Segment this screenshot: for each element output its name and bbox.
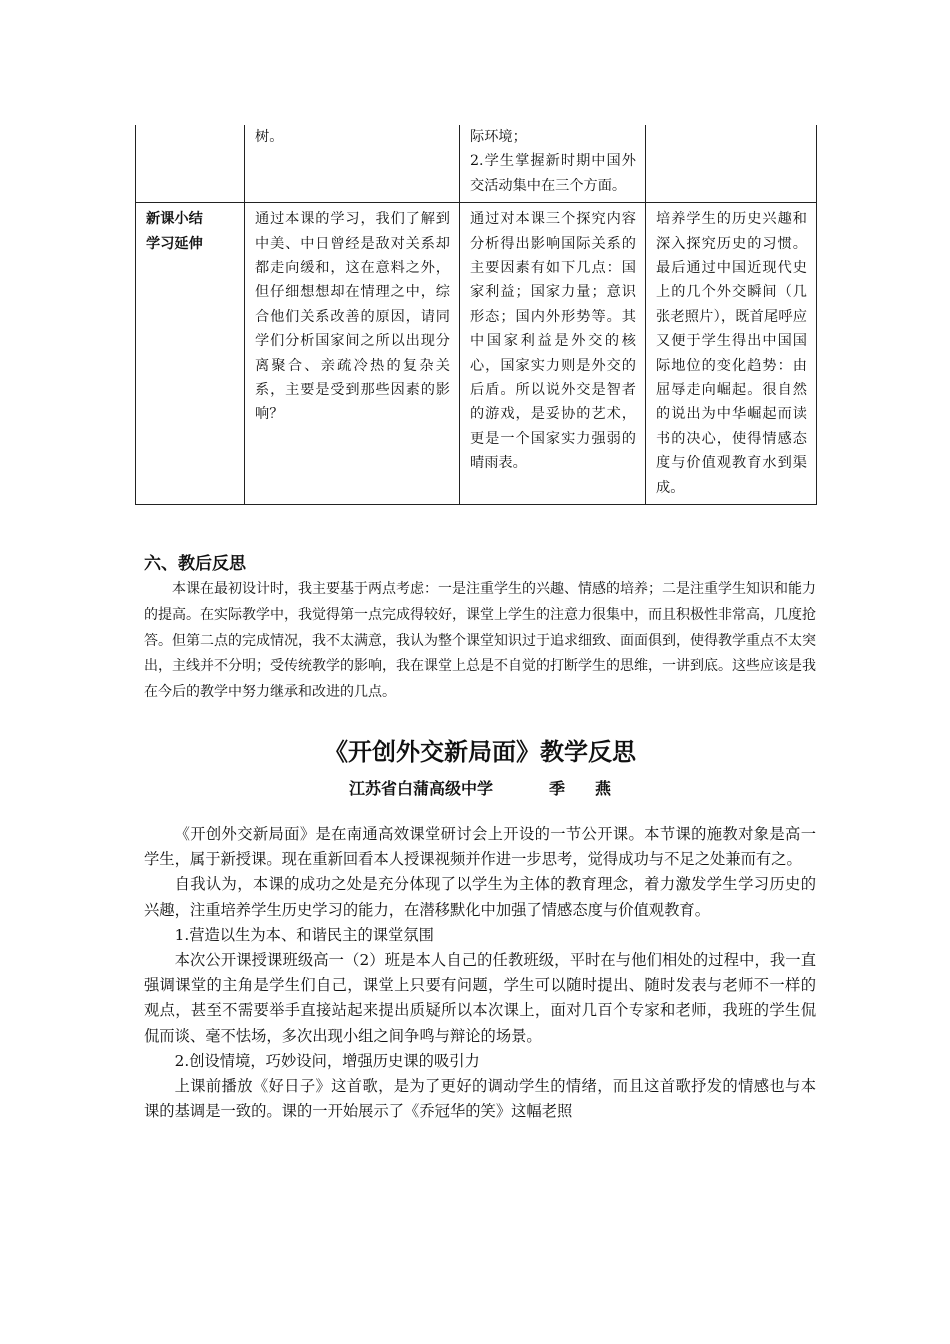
article-body <box>144 822 816 1124</box>
table-cell-teacher-activity: 树。 <box>245 125 460 203</box>
table-row <box>136 203 817 505</box>
body-paragraph: 上课前播放《好日子》这首歌，是为了更好的调动学生的情绪，而且这首歌抒发的情感也与本课的基调是一致的。课的一开始展示了《乔冠华的笑》这幅老照 <box>144 1077 816 1121</box>
table-row <box>136 125 817 203</box>
author-line <box>144 775 816 803</box>
lesson-plan-table <box>135 125 817 505</box>
subheading: 2.创设情境，巧妙设问，增强历史课的吸引力 <box>174 1051 480 1070</box>
table-cell-category <box>136 125 245 203</box>
table-cell-category: 新课小结 学习延伸 <box>136 203 245 505</box>
subheading: 1.营造以生为本、和谐民主的课堂氛围 <box>174 925 434 944</box>
section-heading: 六、教后反思 <box>144 554 246 574</box>
cell-line: 际环境； <box>470 129 527 145</box>
author-given-name: 燕 <box>595 779 612 798</box>
school-name: 江苏省白蒲高级中学 <box>348 779 493 798</box>
table-cell-student-activity: 通过对本课三个探究内容分析得出影响国际关系的主要因素有如下几点：国家利益；国家力量；意识形态；国内外形势等。其中国家利益是外交的核心，国家实力则是外交的后盾。所以说外交是智者的游戏，是妥协的艺术，更是一个国家实力强弱的晴雨表。 <box>460 203 646 505</box>
article-title: 《开创外交新局面》教学反思 <box>324 738 636 766</box>
body-paragraph: 本次公开课授课班级高一（2）班是本人自己的任教班级，平时在与他们相处的过程中，我一直强调课堂的主角是学生们自己，课堂上只要有问题，学生可以随时提出、随时发表与老师不一样的观点，甚至不需要举手直接站起来提出质疑所以本次课上，面对几百个专家和老师，我班的学生侃侃而谈、毫不怯场，多次出现小组之间争鸣与辩论的场景。 <box>144 951 816 1045</box>
body-paragraph: 自我认为，本课的成功之处是充分体现了以学生为主体的教育理念，着力激发学生学习历史的兴趣，注重培养学生历史学习的能力，在潜移默化中加强了情感态度与价值观教育。 <box>144 875 816 919</box>
section-paragraph: 本课在最初设计时，我主要基于两点考虑：一是注重学生的兴趣、情感的培养；二是注重学生知识和能力的提高。在实际教学中，我觉得第一点完成得较好，课堂上学生的注意力很集中，而且积极性非常高，几度抢答。但第二点的完成情况，我不太满意，我认为整个课堂知识过于追求细致、面面俱到，使得教学重点不太突出，主线并不分明；受传统教学的影响，我在课堂上总是不自觉的打断学生的思维，一讲到底。这些应该是我在今后的教学中努力继承和改进的几点。 <box>144 581 816 701</box>
table-cell-student-activity <box>460 125 646 203</box>
cell-line: 2.学生掌握新时期中国外交活动集中在三个方面。 <box>470 153 636 194</box>
author-surname: 季 <box>548 779 565 798</box>
body-paragraph: 《开创外交新局面》是在南通高效课堂研讨会上开设的一节公开课。本节课的施教对象是高一学生，属于新授课。现在重新回看本人授课视频并作进一步思考，觉得成功与不足之处兼而有之。 <box>144 825 816 869</box>
table-cell-design-intent: 培养学生的历史兴趣和深入探究历史的习惯。最后通过中国近现代史上的几个外交瞬间（几张老照片），既首尾呼应又便于学生得出中国国际地位的变化趋势：由屈辱走向崛起。很自然的说出为中华崛起而读书的决心，使得情感态度与价值观教育水到渠成。 <box>646 203 817 505</box>
table-cell-teacher-activity: 通过本课的学习，我们了解到中美、中日曾经是敌对关系却都走向缓和，这在意料之外，但仔细想想却在情理之中，综合他们关系改善的原因，请同学们分析国家间之所以出现分离聚合、亲疏冷热的复杂关系，主要是受到那些因素的影响？ <box>245 203 460 505</box>
table-cell-design-intent <box>646 125 817 203</box>
